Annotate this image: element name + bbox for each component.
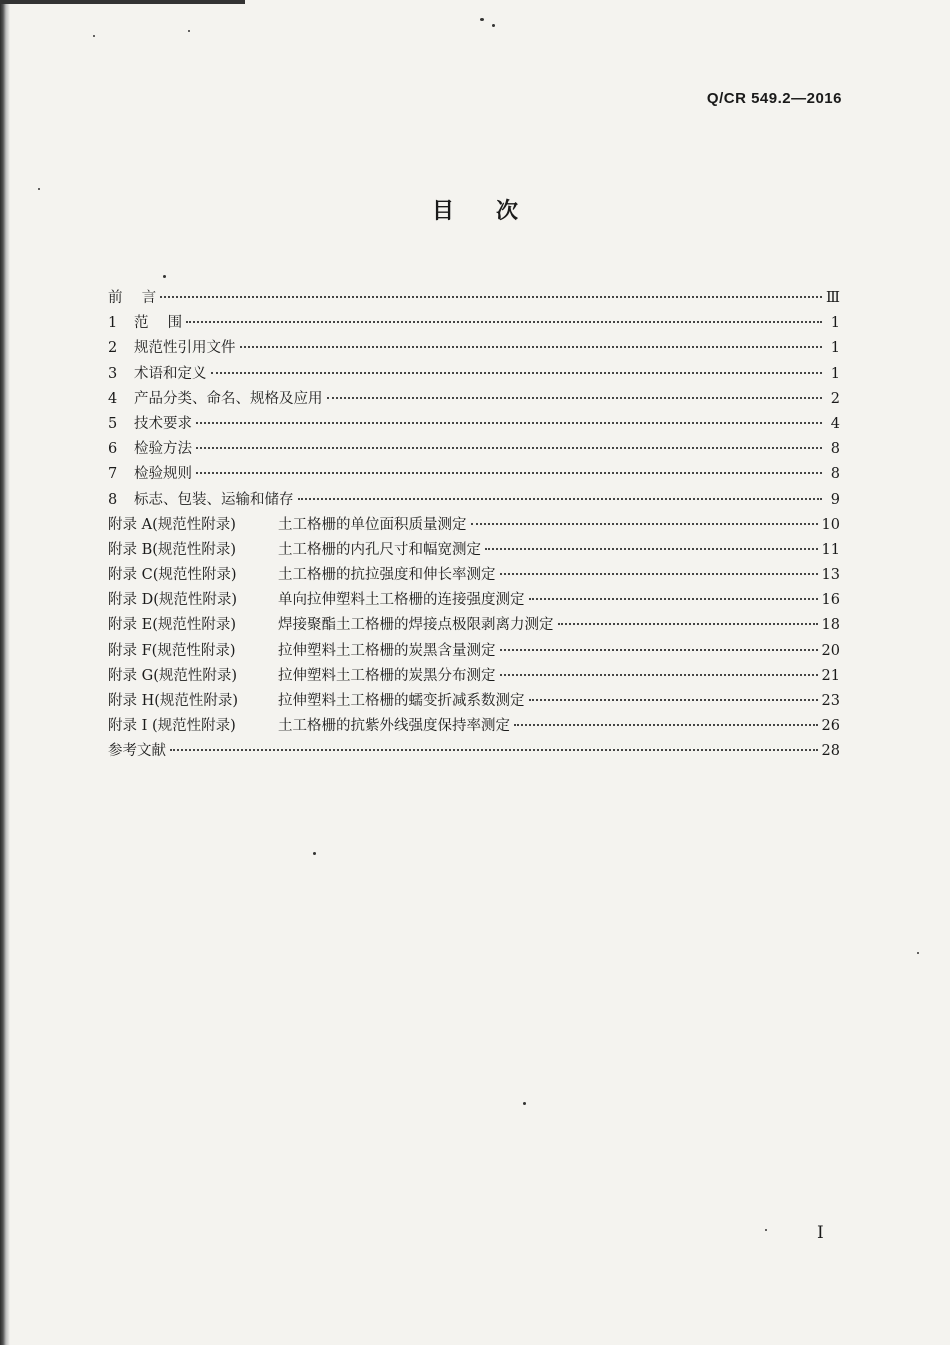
scan-speck (492, 24, 495, 27)
toc-entry (108, 588, 840, 613)
toc-entry-annex-label: 附录 D(规范性附录) (108, 592, 238, 609)
toc-entry-page: 23 (821, 693, 840, 709)
scan-speck (917, 952, 919, 954)
scan-speck (765, 1229, 767, 1231)
toc-entry-number: 2 (108, 340, 118, 357)
toc-entry-title: 标志、包装、运输和储存 (134, 491, 294, 508)
toc-entry-page: 1 (830, 365, 840, 382)
toc-entry-title: 土工格栅的内孔尺寸和幅宽测定 (278, 541, 481, 558)
toc-entry-title: 前 言 (108, 290, 157, 306)
toc-entry-title: 土工格栅的单位面积质量测定 (278, 516, 467, 533)
toc-leader-dots (211, 371, 823, 374)
toc-entry-page: 16 (821, 592, 840, 609)
toc-entry (108, 311, 840, 336)
scan-speck (163, 275, 166, 278)
toc-entry-page: 13 (821, 567, 840, 584)
toc-entry-number: 5 (108, 415, 118, 432)
toc-leader-dots (327, 396, 823, 399)
toc-entry-page: Ⅲ (826, 290, 840, 306)
toc-leader-dots (170, 748, 818, 751)
toc-entry-annex-label: 附录 B(规范性附录) (108, 541, 237, 558)
toc-entry-number: 8 (108, 491, 118, 508)
toc-leader-dots (529, 597, 818, 600)
toc-entry-title: 技术要求 (134, 415, 192, 432)
toc-entry-page: 11 (821, 541, 840, 558)
toc-entry-page: 8 (830, 466, 840, 483)
document-code: Q/CR 549.2—2016 (706, 90, 842, 107)
toc-entry-number: 4 (108, 390, 118, 407)
toc-entry (108, 286, 840, 311)
toc-entry (108, 462, 840, 487)
toc-entry (108, 488, 840, 513)
toc-entry-title: 产品分类、命名、规格及应用 (134, 390, 323, 407)
scan-speck (188, 30, 190, 32)
toc-entry-title: 拉伸塑料土工格栅的炭黑分布测定 (278, 667, 496, 684)
toc-entry (108, 664, 840, 689)
toc-leader-dots (160, 295, 822, 298)
toc-entry-page: 4 (830, 415, 840, 432)
toc-entry (108, 613, 840, 638)
toc-entry (108, 437, 840, 462)
toc-leader-dots (500, 572, 818, 575)
toc-entry-title: 拉伸塑料土工格栅的炭黑含量测定 (278, 642, 496, 659)
toc-leader-dots (500, 673, 818, 676)
toc-entry-page: 18 (821, 617, 840, 634)
toc-entry (108, 336, 840, 361)
toc-entry-annex-label: 附录 A(规范性附录) (108, 516, 236, 533)
toc-entry (108, 387, 840, 412)
toc-leader-dots (558, 622, 818, 625)
table-of-contents (108, 286, 840, 765)
toc-entry (108, 739, 840, 764)
toc-entry-number: 6 (108, 441, 118, 458)
toc-entry-title: 检验方法 (134, 441, 192, 458)
toc-entry-annex-label: 附录 I (规范性附录) (108, 718, 236, 735)
toc-leader-dots (196, 471, 822, 474)
toc-leader-dots (514, 723, 818, 726)
toc-entry-number: 3 (108, 365, 118, 382)
toc-entry-title: 焊接聚酯土工格栅的焊接点极限剥离力测定 (278, 617, 554, 634)
scan-speck (523, 1102, 526, 1105)
toc-leader-dots (298, 497, 823, 500)
toc-entry-title: 范 围 (134, 315, 183, 332)
toc-entry-page: 1 (830, 315, 840, 332)
toc-leader-dots (500, 648, 818, 651)
toc-entry-title: 规范性引用文件 (134, 340, 236, 357)
toc-entry-page: 26 (821, 718, 840, 735)
toc-leader-dots (471, 522, 818, 525)
toc-entry-annex-label: 附录 G(规范性附录) (108, 667, 238, 684)
toc-entry-annex-label: 附录 H(规范性附录) (108, 693, 239, 709)
toc-entry-title: 土工格栅的抗紫外线强度保持率测定 (278, 718, 510, 735)
toc-entry-title: 拉伸塑料土工格栅的蠕变折减系数测定 (278, 693, 525, 709)
toc-entry-title: 土工格栅的抗拉强度和伸长率测定 (278, 567, 496, 584)
scan-top-edge (0, 0, 245, 4)
toc-entry (108, 412, 840, 437)
toc-entry (108, 513, 840, 538)
toc-leader-dots (485, 547, 818, 550)
page-title: 目次 (431, 199, 560, 224)
toc-entry-page: 21 (821, 667, 840, 684)
toc-entry-page: 9 (830, 491, 840, 508)
page-number: I (817, 1223, 824, 1243)
toc-leader-dots (196, 446, 822, 449)
toc-entry-page: 10 (821, 516, 840, 533)
toc-entry (108, 639, 840, 664)
toc-entry-title: 术语和定义 (134, 365, 207, 382)
scan-speck (480, 18, 484, 21)
toc-entry-title: 检验规则 (134, 466, 192, 483)
toc-entry-page: 1 (830, 340, 840, 357)
toc-entry (108, 538, 840, 563)
scan-speck (38, 188, 40, 190)
toc-leader-dots (186, 320, 822, 323)
toc-entry-title: 参考文献 (108, 743, 166, 760)
scan-speck (93, 35, 95, 37)
toc-entry-page: 8 (830, 441, 840, 458)
toc-entry (108, 714, 840, 739)
toc-leader-dots (196, 421, 822, 424)
toc-entry-page: 28 (821, 743, 840, 760)
toc-entry-number: 1 (108, 315, 118, 332)
toc-entry-page: 20 (821, 642, 840, 659)
toc-entry-title: 单向拉伸塑料土工格栅的连接强度测定 (278, 592, 525, 609)
toc-leader-dots (240, 345, 823, 348)
toc-entry (108, 362, 840, 387)
toc-entry (108, 563, 840, 588)
scan-speck (313, 852, 316, 855)
toc-leader-dots (529, 698, 818, 701)
toc-entry-number: 7 (108, 466, 118, 483)
toc-entry-annex-label: 附录 E(规范性附录) (108, 617, 237, 634)
toc-entry-annex-label: 附录 F(规范性附录) (108, 642, 236, 659)
toc-entry-annex-label: 附录 C(规范性附录) (108, 567, 237, 584)
toc-entry-page: 2 (830, 390, 840, 407)
toc-entry (108, 689, 840, 714)
